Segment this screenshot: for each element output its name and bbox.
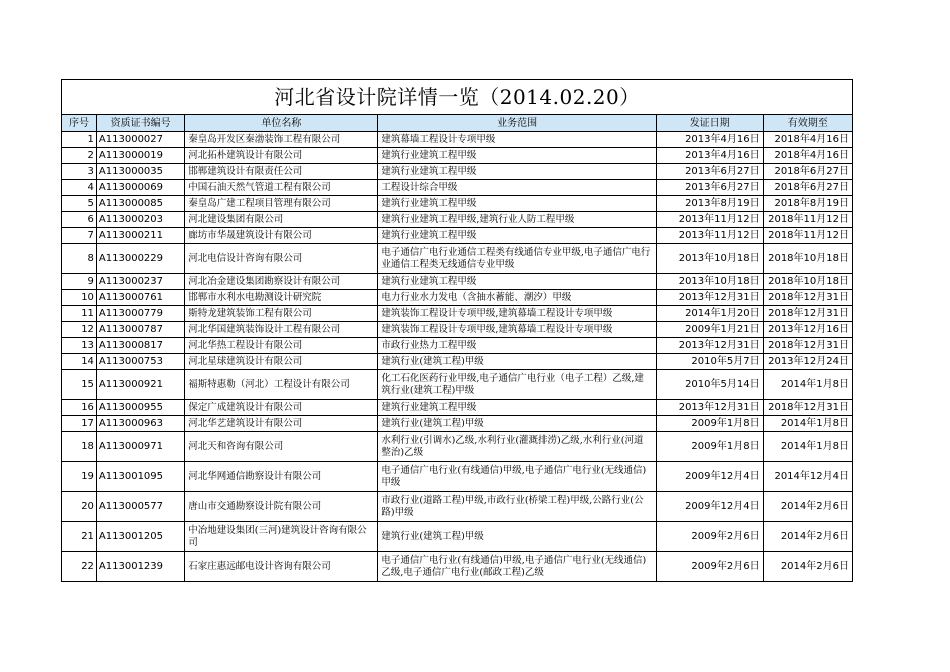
cell-unit-name: 河北星球建筑设计有限公司 xyxy=(185,354,378,370)
cell-no: 7 xyxy=(62,228,97,244)
cell-no: 17 xyxy=(62,416,97,432)
table-row xyxy=(62,462,853,492)
cell-valid-until: 2018年12月31日 xyxy=(763,400,852,416)
cell-issue-date: 2013年11月12日 xyxy=(656,212,763,228)
cell-no: 18 xyxy=(62,432,97,462)
cell-cert-code: A113000753 xyxy=(96,354,184,370)
cell-valid-until: 2014年12月4日 xyxy=(763,462,852,492)
cell-no: 19 xyxy=(62,462,97,492)
cell-unit-name: 秦皇岛开发区秦渤装饰工程有限公司 xyxy=(185,132,378,148)
cell-no: 3 xyxy=(62,164,97,180)
cell-valid-until: 2014年2月6日 xyxy=(763,552,852,582)
cell-cert-code: A113000237 xyxy=(96,274,184,290)
cell-unit-name: 河北冶金建设集团勘察设计有限公司 xyxy=(185,274,378,290)
cell-no: 8 xyxy=(62,244,97,274)
cell-issue-date: 2009年2月6日 xyxy=(656,552,763,582)
table-row xyxy=(62,164,853,180)
table-row xyxy=(62,228,853,244)
cell-valid-until: 2018年11月12日 xyxy=(763,212,852,228)
table-row xyxy=(62,354,853,370)
cell-no: 12 xyxy=(62,322,97,338)
cell-valid-until: 2018年12月31日 xyxy=(763,306,852,322)
cell-cert-code: A113000085 xyxy=(96,196,184,212)
table-row xyxy=(62,132,853,148)
cell-no: 4 xyxy=(62,180,97,196)
cell-unit-name: 邯郸建筑设计有限责任公司 xyxy=(185,164,378,180)
cell-cert-code: A113000577 xyxy=(96,492,184,522)
cell-business-scope: 建筑装饰工程设计专项甲级,建筑幕墙工程设计专项甲级 xyxy=(378,322,656,338)
cell-business-scope: 工程设计综合甲级 xyxy=(378,180,656,196)
cell-unit-name: 河北华网通信勘察设计有限公司 xyxy=(185,462,378,492)
cell-issue-date: 2013年11月12日 xyxy=(656,228,763,244)
cell-valid-until: 2018年6月27日 xyxy=(763,164,852,180)
cell-business-scope: 化工石化医药行业甲级,电子通信广电行业（电子工程）乙级,建筑行业(建筑工程)甲级 xyxy=(378,370,656,400)
header-valid: 有效期至 xyxy=(763,115,852,132)
header-issued: 发证日期 xyxy=(656,115,763,132)
table-row xyxy=(62,400,853,416)
cell-cert-code: A113000787 xyxy=(96,322,184,338)
table-row xyxy=(62,338,853,354)
cell-valid-until: 2018年8月19日 xyxy=(763,196,852,212)
cell-cert-code: A113000779 xyxy=(96,306,184,322)
table-row xyxy=(62,212,853,228)
cell-unit-name: 廊坊市华晟建筑设计有限公司 xyxy=(185,228,378,244)
header-code: 资质证书编号 xyxy=(96,115,184,132)
cell-issue-date: 2009年1月8日 xyxy=(656,416,763,432)
cell-issue-date: 2013年10月18日 xyxy=(656,244,763,274)
cell-unit-name: 河北电信设计咨询有限公司 xyxy=(185,244,378,274)
table-row xyxy=(62,148,853,164)
cell-valid-until: 2014年1月8日 xyxy=(763,416,852,432)
cell-no: 15 xyxy=(62,370,97,400)
cell-valid-until: 2018年4月16日 xyxy=(763,132,852,148)
cell-no: 1 xyxy=(62,132,97,148)
cell-cert-code: A113001239 xyxy=(96,552,184,582)
cell-business-scope: 建筑行业建筑工程甲级 xyxy=(378,164,656,180)
cell-no: 14 xyxy=(62,354,97,370)
page-title: 河北省设计院详情一览（2014.02.20） xyxy=(61,79,853,114)
cell-cert-code: A113000229 xyxy=(96,244,184,274)
cell-valid-until: 2018年10月18日 xyxy=(763,274,852,290)
table-row xyxy=(62,492,853,522)
cell-cert-code: A113000069 xyxy=(96,180,184,196)
cell-valid-until: 2018年12月31日 xyxy=(763,290,852,306)
table-row xyxy=(62,290,853,306)
table-row xyxy=(62,196,853,212)
cell-issue-date: 2013年6月27日 xyxy=(656,180,763,196)
cell-valid-until: 2013年12月24日 xyxy=(763,354,852,370)
cell-cert-code: A113000027 xyxy=(96,132,184,148)
cell-business-scope: 建筑行业(建筑工程)甲级 xyxy=(378,354,656,370)
cell-no: 16 xyxy=(62,400,97,416)
cell-cert-code: A113000817 xyxy=(96,338,184,354)
cell-business-scope: 水利行业(引调水)乙级,水利行业(灌溉排涝)乙级,水利行业(河道整治)乙级 xyxy=(378,432,656,462)
table-row xyxy=(62,180,853,196)
cell-business-scope: 建筑行业(建筑工程)甲级 xyxy=(378,416,656,432)
cell-issue-date: 2009年2月6日 xyxy=(656,522,763,552)
cell-valid-until: 2014年1月8日 xyxy=(763,370,852,400)
cell-cert-code: A113001095 xyxy=(96,462,184,492)
cell-issue-date: 2013年8月19日 xyxy=(656,196,763,212)
cell-unit-name: 河北华热工程设计有限公司 xyxy=(185,338,378,354)
cell-unit-name: 福斯特惠勒（河北）工程设计有限公司 xyxy=(185,370,378,400)
cell-issue-date: 2013年4月16日 xyxy=(656,148,763,164)
table-row xyxy=(62,244,853,274)
header-row xyxy=(62,115,853,132)
cell-business-scope: 电子通信广电行业(有线通信)甲级,电子通信广电行业(无线通信)乙级,电子通信广电行业(邮政工程)乙级 xyxy=(378,552,656,582)
cell-unit-name: 河北天和咨询有限公司 xyxy=(185,432,378,462)
table-row xyxy=(62,432,853,462)
cell-issue-date: 2013年10月18日 xyxy=(656,274,763,290)
cell-valid-until: 2018年10月18日 xyxy=(763,244,852,274)
cell-no: 21 xyxy=(62,522,97,552)
cell-issue-date: 2009年12月4日 xyxy=(656,462,763,492)
cell-cert-code: A113000955 xyxy=(96,400,184,416)
cell-valid-until: 2018年12月31日 xyxy=(763,338,852,354)
cell-unit-name: 秦皇岛广建工程项目管理有限公司 xyxy=(185,196,378,212)
cell-valid-until: 2018年6月27日 xyxy=(763,180,852,196)
design-institute-table xyxy=(61,114,853,582)
cell-business-scope: 市政行业热力工程甲级 xyxy=(378,338,656,354)
cell-no: 5 xyxy=(62,196,97,212)
cell-cert-code: A113000035 xyxy=(96,164,184,180)
cell-no: 20 xyxy=(62,492,97,522)
cell-valid-until: 2018年4月16日 xyxy=(763,148,852,164)
cell-issue-date: 2009年1月21日 xyxy=(656,322,763,338)
cell-no: 10 xyxy=(62,290,97,306)
cell-no: 11 xyxy=(62,306,97,322)
cell-cert-code: A113000971 xyxy=(96,432,184,462)
cell-cert-code: A113000963 xyxy=(96,416,184,432)
cell-issue-date: 2014年1月20日 xyxy=(656,306,763,322)
header-no: 序号 xyxy=(62,115,97,132)
cell-no: 9 xyxy=(62,274,97,290)
cell-cert-code: A113000921 xyxy=(96,370,184,400)
cell-issue-date: 2013年4月16日 xyxy=(656,132,763,148)
cell-business-scope: 建筑行业建筑工程甲级,建筑行业人防工程甲级 xyxy=(378,212,656,228)
spreadsheet xyxy=(61,79,853,582)
cell-cert-code: A113001205 xyxy=(96,522,184,552)
cell-unit-name: 邯郸市水利水电勘测设计研究院 xyxy=(185,290,378,306)
table-row xyxy=(62,306,853,322)
cell-no: 13 xyxy=(62,338,97,354)
header-unit: 单位名称 xyxy=(185,115,378,132)
cell-issue-date: 2009年1月8日 xyxy=(656,432,763,462)
cell-business-scope: 市政行业(道路工程)甲级,市政行业(桥梁工程)甲级,公路行业(公路)甲级 xyxy=(378,492,656,522)
cell-cert-code: A113000761 xyxy=(96,290,184,306)
cell-business-scope: 电力行业水力发电（含抽水蓄能、潮汐）甲级 xyxy=(378,290,656,306)
cell-issue-date: 2013年12月31日 xyxy=(656,290,763,306)
table-row xyxy=(62,274,853,290)
cell-unit-name: 唐山市交通勘察设计院有限公司 xyxy=(185,492,378,522)
cell-unit-name: 斯特龙建筑装饰工程有限公司 xyxy=(185,306,378,322)
cell-unit-name: 河北华艺建筑设计有限公司 xyxy=(185,416,378,432)
cell-business-scope: 电子通信广电行业通信工程类有线通信专业甲级,电子通信广电行业通信工程类无线通信专业甲级 xyxy=(378,244,656,274)
cell-business-scope: 电子通信广电行业(有线通信)甲级,电子通信广电行业(无线通信)甲级 xyxy=(378,462,656,492)
cell-business-scope: 建筑幕墙工程设计专项甲级 xyxy=(378,132,656,148)
cell-issue-date: 2009年12月4日 xyxy=(656,492,763,522)
cell-unit-name: 河北华国建筑装饰设计工程有限公司 xyxy=(185,322,378,338)
cell-unit-name: 石家庄惠远邮电设计咨询有限公司 xyxy=(185,552,378,582)
table-row xyxy=(62,522,853,552)
cell-cert-code: A113000203 xyxy=(96,212,184,228)
cell-business-scope: 建筑行业建筑工程甲级 xyxy=(378,400,656,416)
cell-issue-date: 2013年6月27日 xyxy=(656,164,763,180)
table-row xyxy=(62,370,853,400)
cell-unit-name: 中国石油天然气管道工程有限公司 xyxy=(185,180,378,196)
cell-no: 6 xyxy=(62,212,97,228)
cell-issue-date: 2013年12月31日 xyxy=(656,338,763,354)
cell-issue-date: 2010年5月7日 xyxy=(656,354,763,370)
cell-business-scope: 建筑装饰工程设计专项甲级,建筑幕墙工程设计专项甲级 xyxy=(378,306,656,322)
table-row xyxy=(62,416,853,432)
cell-valid-until: 2014年1月8日 xyxy=(763,432,852,462)
cell-cert-code: A113000211 xyxy=(96,228,184,244)
cell-cert-code: A113000019 xyxy=(96,148,184,164)
cell-unit-name: 河北建设集团有限公司 xyxy=(185,212,378,228)
cell-no: 2 xyxy=(62,148,97,164)
table-row xyxy=(62,552,853,582)
cell-valid-until: 2013年12月16日 xyxy=(763,322,852,338)
cell-business-scope: 建筑行业建筑工程甲级 xyxy=(378,196,656,212)
cell-issue-date: 2010年5月14日 xyxy=(656,370,763,400)
cell-business-scope: 建筑行业建筑工程甲级 xyxy=(378,148,656,164)
header-scope: 业务范围 xyxy=(378,115,656,132)
cell-unit-name: 中冶地建设集团(三河)建筑设计咨询有限公司 xyxy=(185,522,378,552)
cell-business-scope: 建筑行业建筑工程甲级 xyxy=(378,228,656,244)
cell-business-scope: 建筑行业(建筑工程)甲级 xyxy=(378,522,656,552)
cell-valid-until: 2014年2月6日 xyxy=(763,522,852,552)
cell-unit-name: 保定广成建筑设计有限公司 xyxy=(185,400,378,416)
cell-no: 22 xyxy=(62,552,97,582)
cell-issue-date: 2013年12月31日 xyxy=(656,400,763,416)
table-row xyxy=(62,322,853,338)
cell-business-scope: 建筑行业建筑工程甲级 xyxy=(378,274,656,290)
cell-unit-name: 河北拓朴建筑设计有限公司 xyxy=(185,148,378,164)
cell-valid-until: 2014年2月6日 xyxy=(763,492,852,522)
cell-valid-until: 2018年11月12日 xyxy=(763,228,852,244)
